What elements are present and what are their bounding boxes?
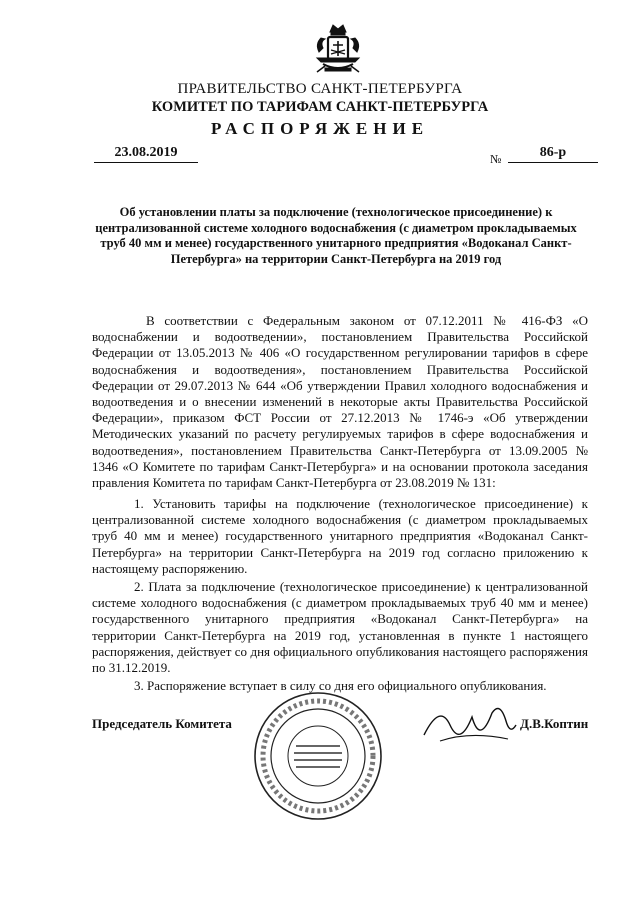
signatory-title: Председатель Комитета [92,716,232,731]
government-heading: ПРАВИТЕЛЬСТВО САНКТ-ПЕТЕРБУРГА [177,81,463,97]
preamble-block [92,313,588,491]
order-item: 2. Плата за подключение (технологическое присоединение) к централизованной системе холодного водоснабжения (с диаметром прокладываемых труб 40 мм и менее) государственного унитарного предприятия «Водоканал Санкт-Петербурга» на территории Санкт-Петербурга на 2019 год, установленная в пункте 1 настоящего распоряжения, действует со дня официального опубликования настоящего распоряжения по 31.12.2019. [92,579,588,676]
document-number: 86-р [508,145,598,163]
document-type-heading: РАСПОРЯЖЕНИЕ [210,119,430,138]
order-items [92,496,588,696]
committee-heading: КОМИТЕТ ПО ТАРИФАМ САНКТ-ПЕТЕРБУРГА [151,99,489,115]
order-item: 3. Распоряжение вступает в силу со дня его официального опубликования. [134,678,547,694]
document-subject: Об установлении платы за подключение (технологическое присоединение) к централизованной системе холодного водоснабжения (с диаметром прокладываемых труб 40 мм и менее) государственного унитарного предприятия «Водоканал Санкт-Петербурга» на территории Санкт-Петербурга на 2019 год [95,205,577,266]
official-stamp-icon [252,690,384,822]
number-label: № [490,152,502,166]
signatory-name: Д.В.Коптин [520,716,589,731]
order-item: 1. Установить тарифы на подключение (технологическое присоединение) к централизованной системе холодного водоснабжения (с диаметром прокладываемых труб 40 мм и менее) государственного унитарного предприятия «Водоканал Санкт-Петербурга» на территории Санкт-Петербурга на 2019 год согласно приложению к настоящему распоряжению. [92,496,588,576]
preamble-text: В соответствии с Федеральным законом от 07.12.2011 № 416-ФЗ «О водоснабжении и водоотведении», постановлением Правительства Российской Федерации от 13.05.2013 № 406 «О государственном регулировании тарифов в сфере водоснабжения и водоотведения», постановлением Правительства Российской Федерации от 29.07.2013 № 644 «Об утверждении Правил холодного водоснабжения и водоотведения и о внесении изменений в некоторые акты Правительства Российской Федерации», приказом ФСТ России от 27.12.2013 № 1746-э «Об утверждении Методических указаний по расчету регулируемых тарифов в сфере водоснабжения и водоотведения», постановлением Правительства Санкт-Петербурга от 13.09.2005 № 1346 «О Комитете по тарифам Санкт-Петербурга» и на основании протокола заседания правления Комитета по тарифам Санкт-Петербурга от 23.08.2019 № 131: [92,313,588,491]
handwritten-signature-icon [420,695,520,755]
document-date: 23.08.2019 [94,145,198,163]
coat-of-arms-icon [311,22,365,78]
